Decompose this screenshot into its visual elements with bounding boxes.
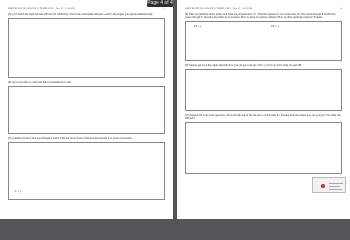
question-10: (10) Suppose M' is the point opposite to M on the flip side of the red piece, on the plane P1. Starting from the origin, how can you get to M' using OA, OB and ? [185, 114, 342, 121]
answer-box-7[interactable] [8, 142, 165, 200]
answer-box-5[interactable] [8, 18, 165, 78]
thumbnail-line [329, 183, 343, 184]
thumbnail-line [329, 189, 342, 190]
record-indicator-icon [321, 184, 325, 188]
question-5: (5) (a) Z sketch the angle between AB and CD. Intuitively, what is the relationship between a and b? Investigate your guess mathematically. [8, 13, 154, 16]
answer-box-10[interactable] [185, 122, 342, 174]
header-text: BSKYMATH QUADRATICS TEMPLATE 1, Nov 21, 11:26 PM [185, 6, 253, 10]
line-set-notation: L = { [15, 189, 22, 194]
header-text: BSKYMATH QUADRATICS TEMPLATE 1, Nov 21, 11:26 PM [8, 6, 76, 10]
page-thumbnail-panel[interactable] [312, 177, 346, 193]
answer-box-6[interactable] [8, 86, 165, 134]
plane-p1-equation: P1 = { [193, 24, 202, 29]
header-page-number: 3 [163, 6, 165, 10]
plane-p2-equation: P2 = { [271, 24, 280, 29]
document-page-3 [0, 0, 173, 219]
header-page-number: 4 [340, 6, 342, 10]
question-8: (8) There are infinitely many planes in R3 that are perpendicular to L. Find the equation of two such planes: P1 that passes through A and P2 that passes through Z. Describe the planes in set notation. How do these two planes compare? How do their equations compare? Explain. [185, 13, 336, 20]
plane-equations-row [186, 24, 341, 28]
answer-box-8[interactable] [185, 21, 342, 61]
question-6: (6) Use dot product to verify that AB is perpendicular to AD. [8, 81, 72, 85]
page-header [185, 6, 342, 10]
question-7: (7) Consider the line L that goes through A and E. Find the vector form of line that and describe it as proper an solution. [8, 137, 133, 141]
page-header [8, 6, 165, 10]
page-indicator: Page 4 of 4 [147, 0, 173, 6]
question-9: (9) Suppose get art at the origin. Describe how you can get to the tip of M = (1/2,3,1/2) on P1 using OA and OB. [185, 64, 302, 68]
answer-box-9[interactable] [185, 69, 342, 111]
thumbnail-line [329, 186, 340, 187]
